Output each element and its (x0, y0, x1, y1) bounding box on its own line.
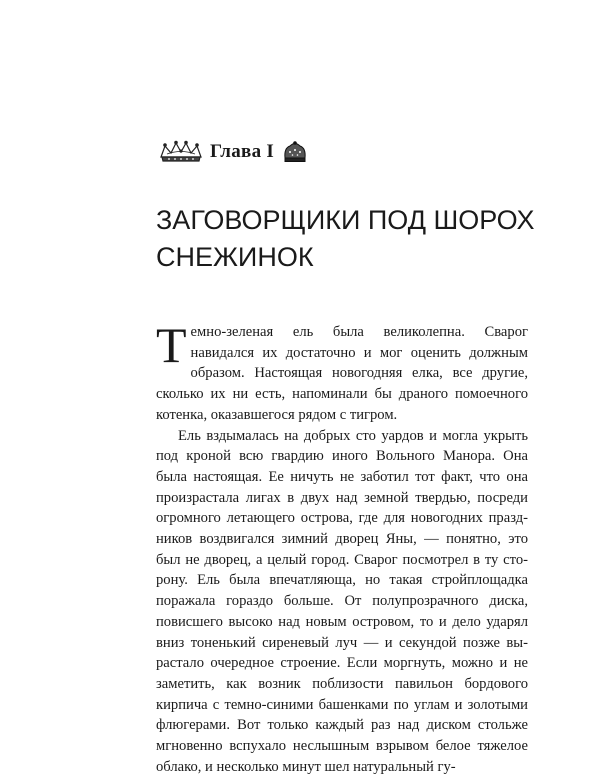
crown-icon (282, 140, 308, 164)
body-text (156, 317, 528, 777)
chapter-title: ЗАГОВОРЩИКИ ПОД ШОРОХ СНЕЖИНОК (156, 205, 535, 272)
crown-icon (158, 140, 204, 164)
paragraph (156, 317, 528, 426)
chapter-header (158, 138, 308, 166)
paragraph-text: емно-зеленая ель была великолепна. Сварог навидался их достаточно и мог оценить должным образом. Настоящая новогодняя елка, все другие, сколько их ни есть, напоминали бы драного помоечного котенка, оказавшегося рядом с тигром. (156, 324, 528, 423)
drop-cap: Т (156, 317, 187, 373)
chapter-label: Глава I (210, 141, 275, 162)
paragraph: Ель вздымалась на добрых сто уардов и могла укрыть под кроной всю гвардию иного Вольного Манора. Она была настоящая. Ее ничуть не заботил тот факт, что она произрастала лигах в двух над земной твердью, посреди огромного летающего острова, где для новогодних праздников воздвигался зимний дворец Яны, — понятно, это был не дворец, а целый город. Сварог посмотрел в ту сторону. Ель была впечатляюща, но такая стройплощадка поражала гораздо больше. От полупрозрачного диска, повисшего высоко над новым островом, то и дело ударял вниз тоненький сиреневый луч — и секундой позже вырастало очередное строение. Если моргнуть, можно и не заметить, как возник поблизости павильон бордового кирпича с темно-синими башенками по углам и золотыми флюгерами. Вот только каждый раз над диском стольже мгновенно вспухало неслышным взрывом белое тяжелое облако, и несколько минут шел натуральный гу- (156, 427, 528, 775)
